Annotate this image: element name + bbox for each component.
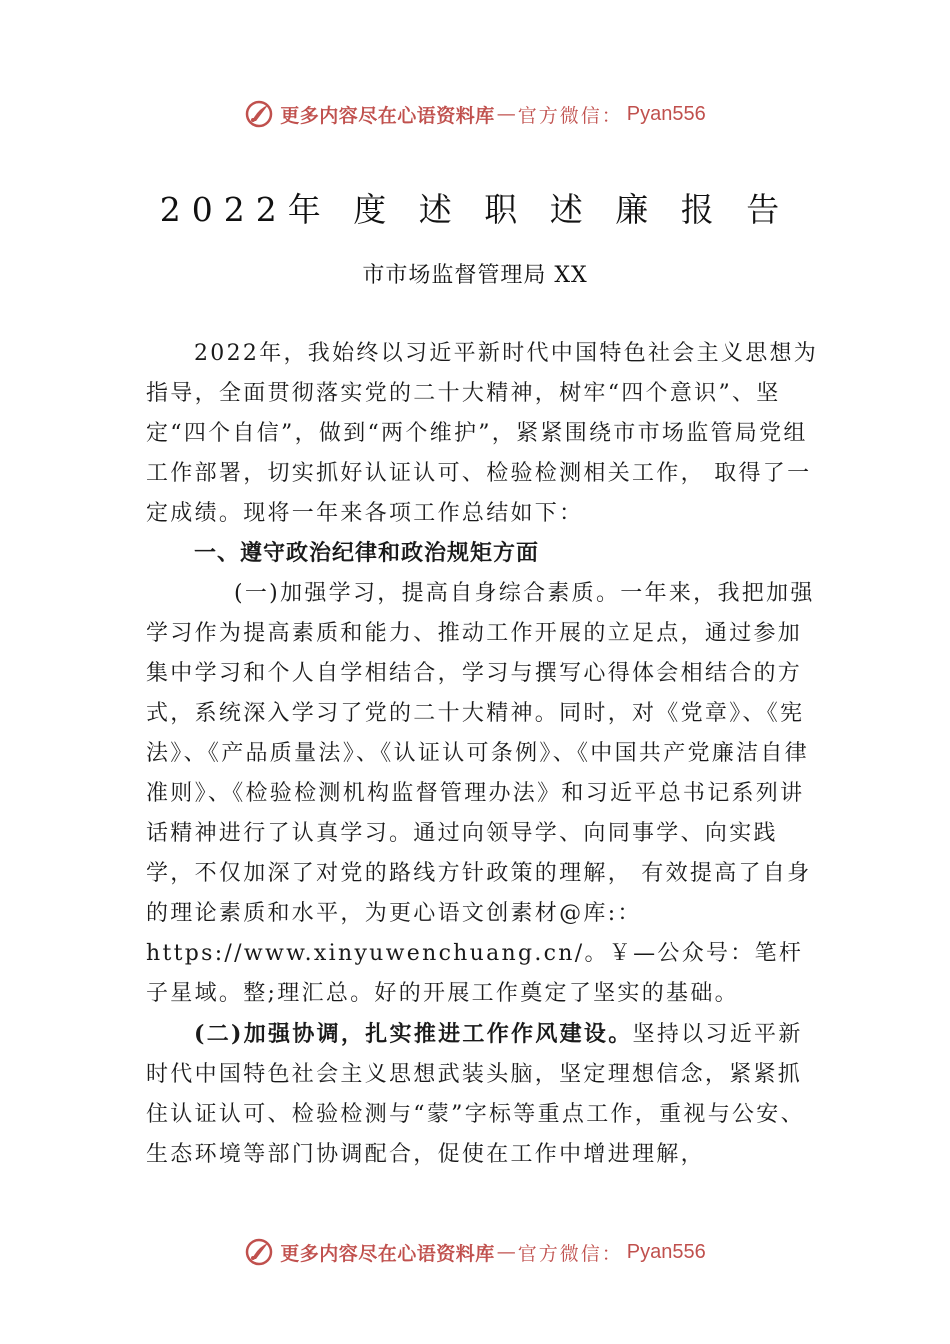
- author-line: 市市场监督管理局 XX: [362, 263, 588, 288]
- paragraph-1: (一)加强学习，提高自身综合素质。一年来，我把加强学习作为提高素质和能力、推动工作开展的立足点，通过参加集中学习和个人自学相结合，学习与撰写心得体会相结合的方式，系统深入学习了党的二十大精神。同时，对《党章》、《宪法》、《产品质量法》、《认证认可条例》、《中国共产党廉洁自律准则》、《检验检测机构监督管理办法》和习近平总书记系列讲话精神进行了认真学习。通过向领导学、向同事学、向实践学，不仅加深了对党的路线方针政策的理解， 有效提高了自身的理论素质和水平，为更心语文创素材@库:：https://www.xinyuwenchuang.cn/。￥—公众号：笔杆子星域。整;理汇总。好的开展工作奠定了坚实的基础。: [146, 581, 815, 1006]
- paragraph-2: [146, 1014, 826, 1175]
- page-title: 2022年 度 述 职 述 廉 报 告: [159, 190, 791, 229]
- ink-brush-logo-icon: [244, 1237, 274, 1267]
- banner-dash: —: [496, 1241, 516, 1263]
- banner-wechat-id: Pyan556: [626, 1240, 706, 1263]
- intro-paragraph: 2022年，我始终以习近平新时代中国特色社会主义思想为指导，全面贯彻落实党的二十大精神，树牢“四个意识”、坚定“四个自信”，做到“两个维护”，紧紧围绕市市场监管局党组工作部署，切实抓好认证认可、检验检测相关工作， 取得了一定成绩。现将一年来各项工作总结如下：: [146, 341, 819, 526]
- banner-sub-text: 官方微信：: [517, 104, 623, 127]
- banner-main-text: 更多内容尽在心语资料库: [280, 104, 495, 127]
- banner-main-text: 更多内容尽在心语资料库: [280, 1242, 495, 1265]
- header-banner: [0, 94, 950, 134]
- ink-brush-logo-icon: [244, 99, 274, 129]
- footer-banner: [0, 1232, 950, 1272]
- document-body: [146, 334, 826, 1175]
- paragraph-2-lead: (二)加强协调，扎实推进工作作风建设。: [194, 1021, 633, 1047]
- paragraph-2-text: 坚持以习近平新时代中国特色社会主义思想武装头脑，坚定理想信念，紧紧抓住认证认可、检验检测与“蒙”字标等重点工作，重视与公安、生态环境等部门协调配合，促使在工作中增进理解，: [146, 1022, 805, 1167]
- banner-dash: —: [496, 103, 516, 125]
- banner-wechat-id: Pyan556: [626, 102, 706, 125]
- section-heading: 一、遵守政治纪律和政治规矩方面: [194, 541, 540, 566]
- banner-sub-text: 官方微信：: [517, 1242, 623, 1265]
